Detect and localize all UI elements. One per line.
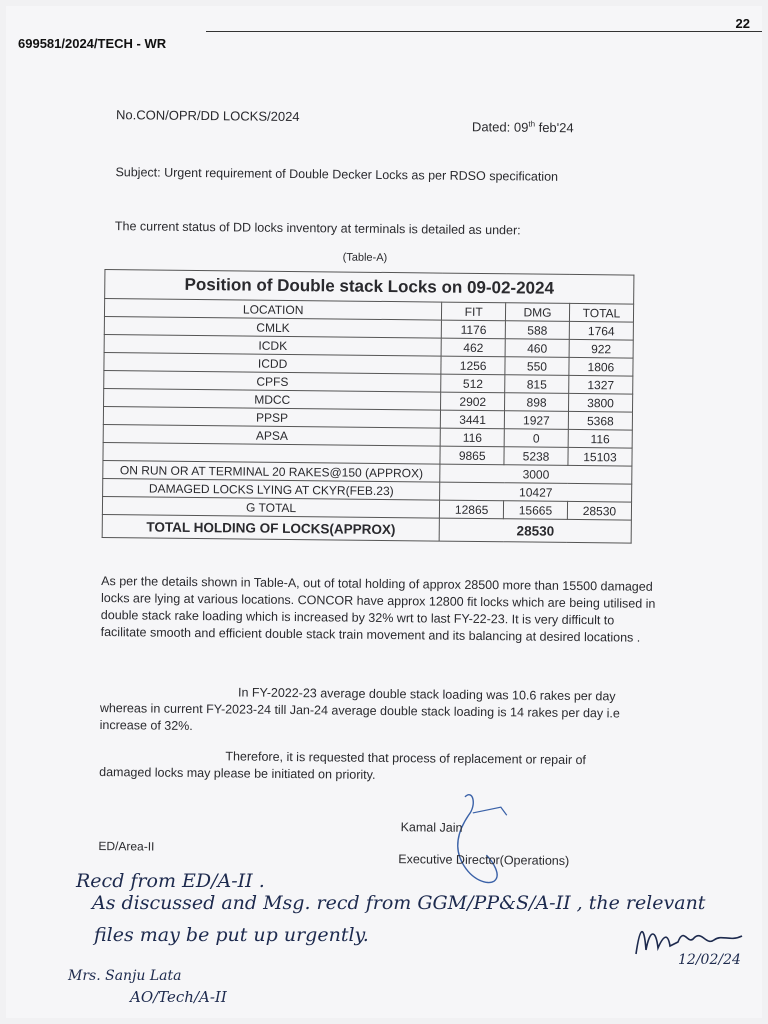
fit-cell: 3441 <box>441 410 505 429</box>
column-header: FIT <box>442 302 506 321</box>
column-header: DMG <box>506 303 570 322</box>
paragraph-summary: As per the details shown in Table-A, out of total holding of approx 28500 more than 15500 damaged locks are lying at various locations. CONCOR have approx 12800 fit locks which are being utilised in double stack rake loading which is increased by 32% wrt to last FY-22-23. It is very difficult to facilitate smooth and efficient double stack train movement and its balancing at desired locations . <box>100 574 656 645</box>
holding-value: 28530 <box>439 518 631 543</box>
column-header: TOTAL <box>569 303 633 322</box>
fit-cell: 1256 <box>441 356 505 375</box>
location-cell: CMLK <box>104 317 441 339</box>
paragraph-request-line1: Therefore, it is requested that process of replacement or repair of <box>225 749 587 768</box>
gtotal-dmg: 15665 <box>503 501 567 520</box>
handwritten-note-line3: files may be put up urgently. <box>94 924 369 946</box>
location-cell: ICDK <box>104 335 441 357</box>
dmg-cell: 0 <box>504 429 568 448</box>
fit-cell: 512 <box>441 374 505 393</box>
location-cell: APSA <box>103 425 440 447</box>
subtotal-dmg: 5238 <box>504 447 568 466</box>
on-run-value: 3000 <box>440 464 632 484</box>
paragraph-loading-line1: In FY-2022-23 average double stack loading was 10.6 rakes per day <box>237 685 616 704</box>
paragraph-request-rest: damaged locks may please be initiated on priority. <box>99 765 376 782</box>
signatory-name: Kamal Jain <box>400 820 463 835</box>
signatory-designation: Executive Director(Operations) <box>398 852 570 868</box>
table-label: (Table-A) <box>342 251 388 264</box>
total-cell: 1327 <box>569 375 633 394</box>
gtotal-total: 28530 <box>567 501 631 520</box>
subtotal-total: 15103 <box>568 447 632 466</box>
gtotal-fit: 12865 <box>440 500 504 519</box>
column-header: LOCATION <box>104 299 441 321</box>
fit-cell: 1176 <box>442 320 506 339</box>
dmg-cell: 588 <box>505 321 569 340</box>
holding-label: TOTAL HOLDING OF LOCKS(APPROX) <box>102 515 440 542</box>
letter-date: Dated: 09th feb'24 <box>471 119 574 136</box>
on-run-label: ON RUN OR AT TERMINAL 20 RAKES@150 (APPROX) <box>103 461 440 483</box>
total-cell: 116 <box>568 429 632 448</box>
handwritten-name: Mrs. Sanju Lata <box>68 968 182 984</box>
dmg-cell: 898 <box>505 393 569 412</box>
paragraph-request <box>99 747 659 787</box>
dmg-cell: 815 <box>505 375 569 394</box>
handwritten-note-line2: As discussed and Msg. recd from GGM/PP&S/A-II , the relevant <box>92 892 706 914</box>
blue-ink-initials <box>442 785 523 896</box>
reference-number: No.CON/OPR/DD LOCKS/2024 <box>116 107 300 125</box>
addressee: ED/Area-II <box>98 839 155 854</box>
location-cell: ICDD <box>104 353 441 375</box>
intro-text: The current status of DD locks inventory at terminals is detailed as under: <box>114 219 521 238</box>
gtotal-label: G TOTAL <box>102 497 439 519</box>
table-title: Position of Double stack Locks on 09-02-2024 <box>105 270 634 305</box>
total-cell: 922 <box>569 339 633 358</box>
total-cell: 1764 <box>569 321 633 340</box>
location-cell: PPSP <box>103 407 440 429</box>
fit-cell: 116 <box>440 428 504 447</box>
holding-row <box>102 515 631 544</box>
dmg-cell: 1927 <box>504 411 568 430</box>
fit-cell: 2902 <box>441 392 505 411</box>
page-number: 22 <box>735 16 750 31</box>
handwritten-date: 12/02/24 <box>678 952 741 968</box>
handwritten-role: AO/Tech/A-II <box>130 988 227 1006</box>
damaged-value: 10427 <box>440 482 632 502</box>
subject-line: Subject: Urgent requirement of Double Decker Locks as per RDSO specification <box>115 165 559 184</box>
fit-cell: 462 <box>441 338 505 357</box>
handwritten-note-line1: Recd from ED/A-II . <box>76 870 265 892</box>
total-cell: 3800 <box>568 393 632 412</box>
document-page <box>6 6 762 1018</box>
locks-table <box>102 269 635 544</box>
file-number: 699581/2024/TECH - WR <box>18 36 167 51</box>
paragraph-loading <box>100 683 661 740</box>
total-cell: 1806 <box>569 357 633 376</box>
dmg-cell: 550 <box>505 357 569 376</box>
location-cell: CPFS <box>104 371 441 393</box>
subtotal-fit: 9865 <box>440 446 504 465</box>
total-cell: 5368 <box>568 411 632 430</box>
damaged-label: DAMAGED LOCKS LYING AT CKYR(FEB.23) <box>103 479 440 501</box>
dmg-cell: 460 <box>505 339 569 358</box>
letter-body <box>1 2 768 1022</box>
location-cell: MDCC <box>104 389 441 411</box>
paragraph-loading-rest: whereas in current FY-2023-24 till Jan-24 average double stack loading is 14 rakes per day i.e increase of 32%. <box>99 701 620 733</box>
